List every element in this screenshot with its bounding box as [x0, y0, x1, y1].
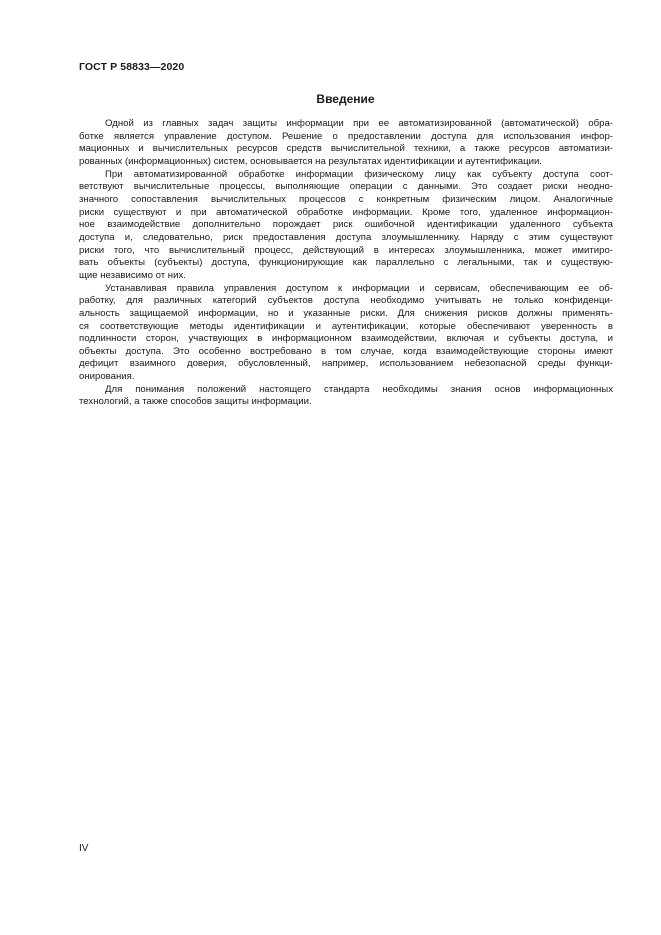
- body-text: [79, 118, 613, 409]
- paragraph-line: вать объекты (субъекты) доступа, функционирующие как параллельно с легальными, так и существую-: [79, 257, 613, 269]
- document-code: ГОСТ Р 58833—2020: [79, 61, 185, 73]
- paragraph-line: ветствуют вычислительные процессы, выполняющие операции с данными. Это создает риски неодно-: [79, 181, 613, 193]
- paragraph-line: щие независимо от них.: [79, 269, 186, 281]
- paragraph-line: доступа и, следовательно, риск предоставления доступа злоумышленнику. Наряду с этим существуют: [79, 231, 613, 243]
- paragraph-line: ботке является управление доступом. Решение о предоставлении доступа для использования инфор-: [79, 130, 613, 142]
- paragraph-line: значного сопоставления вычислительных процессов с конкретным физическим лицом. Аналогичные: [79, 193, 613, 205]
- paragraph: [79, 384, 613, 409]
- paragraph-line: объекты доступа. Это особенно востребовано в том случае, когда взаимодействующие стороны имеют: [79, 345, 613, 357]
- paragraph-line: Одной из главных задач защиты информации при ее автоматизированной (автоматической) обра-: [105, 118, 613, 129]
- paragraph-line: мационных и вычислительных ресурсов средств вычислительной техники, а также ресурсов автоматизи-: [79, 143, 613, 155]
- paragraph-line: Устанавливая правила управления доступом к информации и сервисам, обеспечивающим ее об-: [105, 282, 613, 294]
- paragraph-line: онирования.: [79, 371, 135, 383]
- paragraph-line: риски того, что вычислительный процесс, действующий в интересах злоумышленника, может имитиро-: [79, 244, 613, 256]
- paragraph: [79, 169, 613, 283]
- paragraph-line: Для понимания положений настоящего стандарта необходимы знания основ информационных: [105, 383, 613, 395]
- paragraph-line: технологий, а также способов защиты информации.: [79, 396, 312, 408]
- paragraph-line: альность защищаемой информации, но и указанные риски. Для снижения рисков должны применять-: [79, 307, 613, 319]
- paragraph: [79, 118, 613, 169]
- paragraph-line: ное взаимодействие дополнительно порождает риск ошибочной идентификации удаленного субъекта: [79, 219, 613, 231]
- paragraph-line: подлинности сторон, участвующих в информационном взаимодействии, включая и субъекты доступа, и: [79, 333, 613, 345]
- paragraph-line: рованных (информационных) систем, основывается на результатах идентификации и аутентификации.: [79, 155, 542, 167]
- paragraph-line: ся соответствующие методы идентификации и аутентификации, которые обеспечивают уверенность в: [79, 320, 613, 332]
- paragraph-line: При автоматизированной обработке информации физическому лицу как субъекту доступа соот-: [105, 168, 613, 180]
- paragraph-line: дефицит взаимного доверия, обусловленный, например, использованием небезопасной среды функци-: [79, 358, 613, 370]
- paragraph-line: риски существуют и при автоматической обработке информации. Кроме того, удаленное информацион-: [79, 206, 613, 218]
- section-title: Введение: [316, 92, 375, 106]
- paragraph-line: работку, для различных категорий субъектов доступа необходимо учитывать не только конфиденци-: [79, 295, 613, 307]
- paragraph: [79, 283, 613, 384]
- page-number: IV: [79, 843, 89, 854]
